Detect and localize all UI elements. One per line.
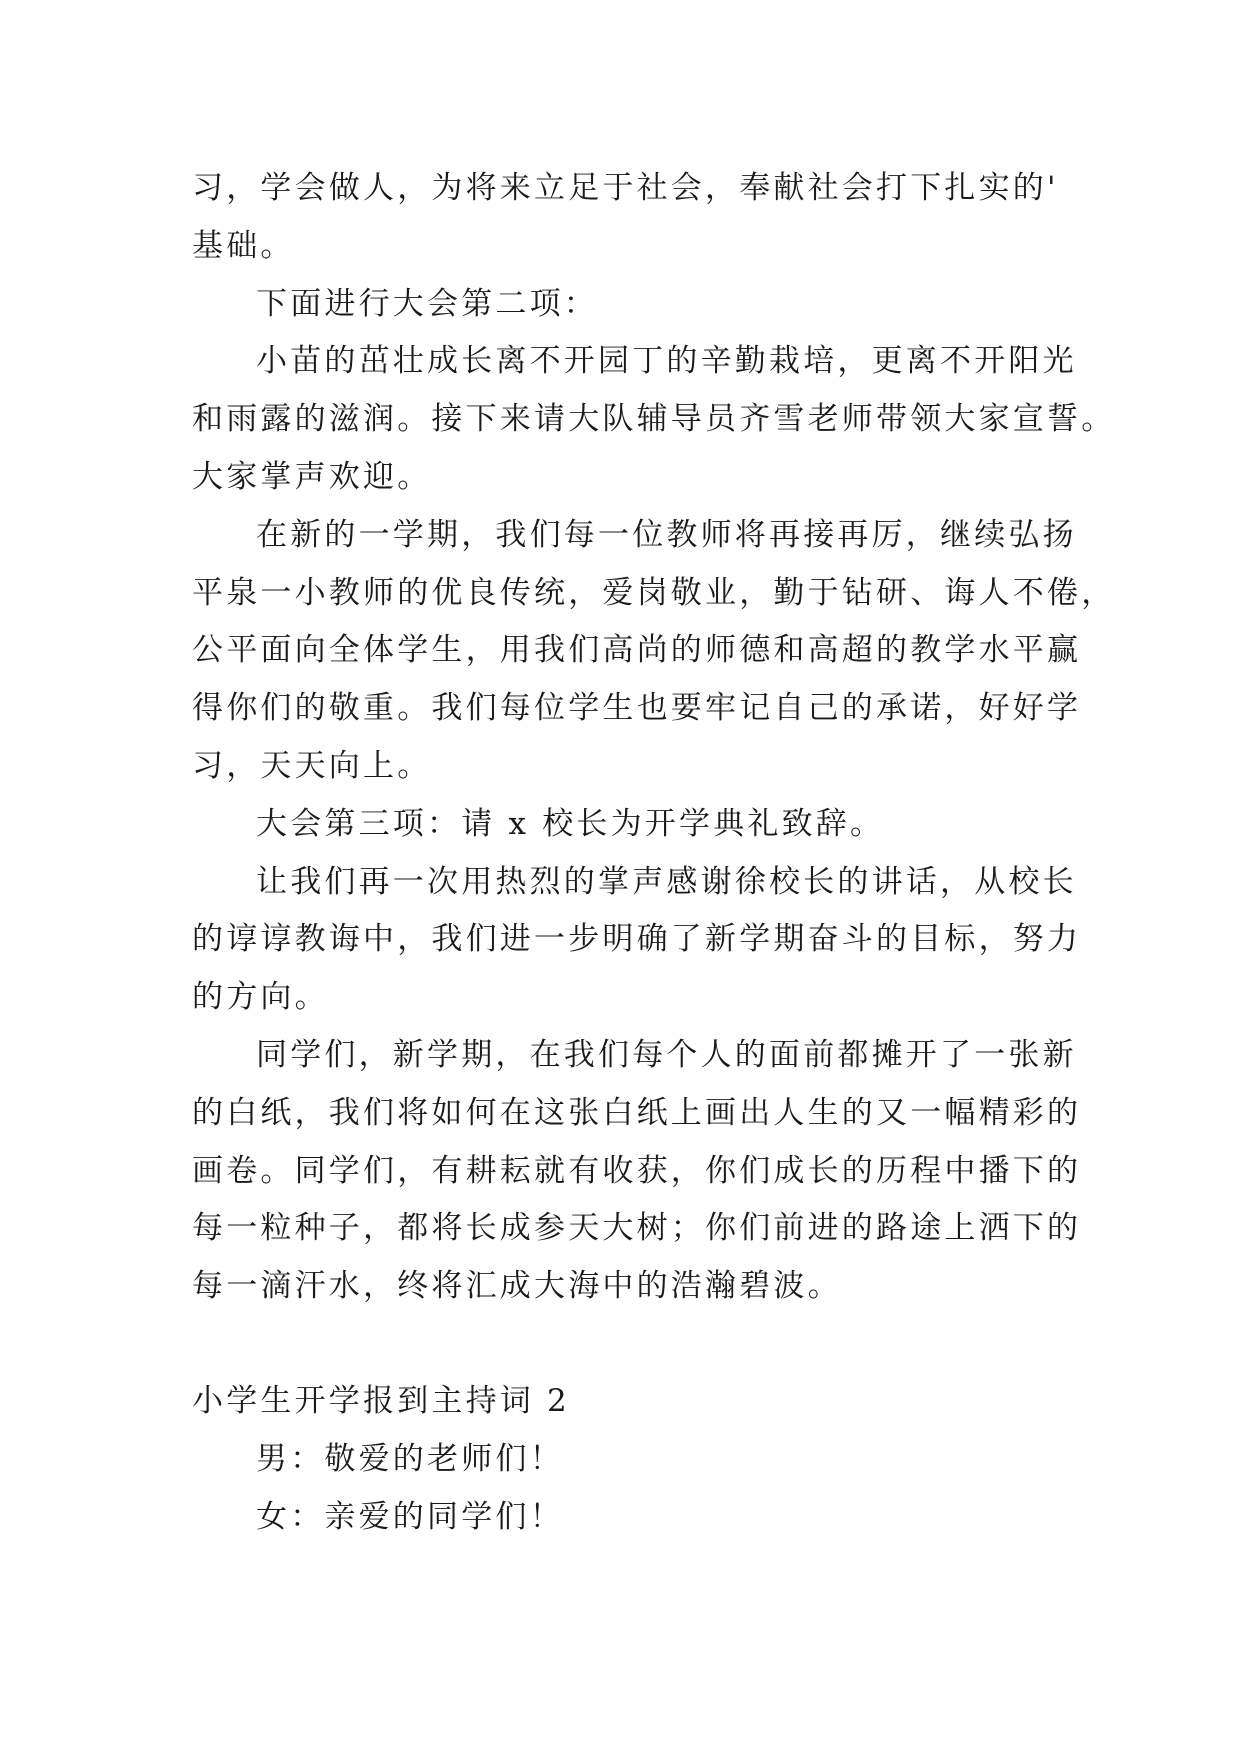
paragraph-line: 同学们，新学期，在我们每个人的面前都摊开了一张新	[256, 1036, 1077, 1073]
paragraph-line: 习，学会做人，为将来立足于社会，奉献社会打下扎实的'	[192, 170, 1059, 206]
document-page	[192, 160, 1116, 1546]
paragraph-line: 平泉一小教师的优良传统，爱岗敬业，勤于钻研、诲人不倦，	[192, 574, 1116, 611]
paragraph-line: 每一粒种子，都将长成参天大树；你们前进的路途上洒下的	[192, 1210, 1082, 1247]
paragraph-line: 每一滴汗水，终将汇成大海中的浩瀚碧波。	[192, 1268, 842, 1305]
paragraph-line: 公平面向全体学生，用我们高尚的师德和高超的教学水平赢	[192, 632, 1082, 669]
paragraph-line: 画卷。同学们，有耕耘就有收获，你们成长的历程中播下的	[192, 1152, 1082, 1189]
paragraph-line: 在新的一学期，我们每一位教师将再接再厉，继续弘扬	[256, 516, 1077, 553]
paragraph-line: 习，天天向上。	[192, 747, 432, 784]
paragraph-line: 小苗的茁壮成长离不开园丁的辛勤栽培，更离不开阳光	[256, 343, 1077, 380]
paragraph-line: 下面进行大会第二项：	[256, 285, 598, 322]
paragraph-line: 男：敬爱的老师们！	[256, 1440, 564, 1477]
paragraph-line: 的方向。	[192, 979, 329, 1016]
paragraph-line: 大会第三项：请 x 校长为开学典礼致辞。	[256, 805, 885, 842]
paragraph-line: 的谆谆教诲中，我们进一步明确了新学期奋斗的目标，努力	[192, 921, 1082, 958]
section-title: 小学生开学报到主持词 2	[192, 1382, 570, 1419]
section-spacer	[192, 1316, 1062, 1373]
paragraph-line: 基础。	[192, 227, 295, 264]
paragraph-line: 和雨露的滋润。接下来请大队辅导员齐雪老师带领大家宣誓。	[192, 401, 1116, 438]
paragraph-line: 大家掌声欢迎。	[192, 458, 432, 495]
paragraph-line: 得你们的敬重。我们每位学生也要牢记自己的承诺，好好学	[192, 690, 1082, 727]
paragraph-line: 的白纸，我们将如何在这张白纸上画出人生的又一幅精彩的	[192, 1094, 1082, 1131]
paragraph-line: 女：亲爱的同学们！	[256, 1498, 564, 1535]
paragraph-line: 让我们再一次用热烈的掌声感谢徐校长的讲话，从校长	[256, 863, 1077, 900]
